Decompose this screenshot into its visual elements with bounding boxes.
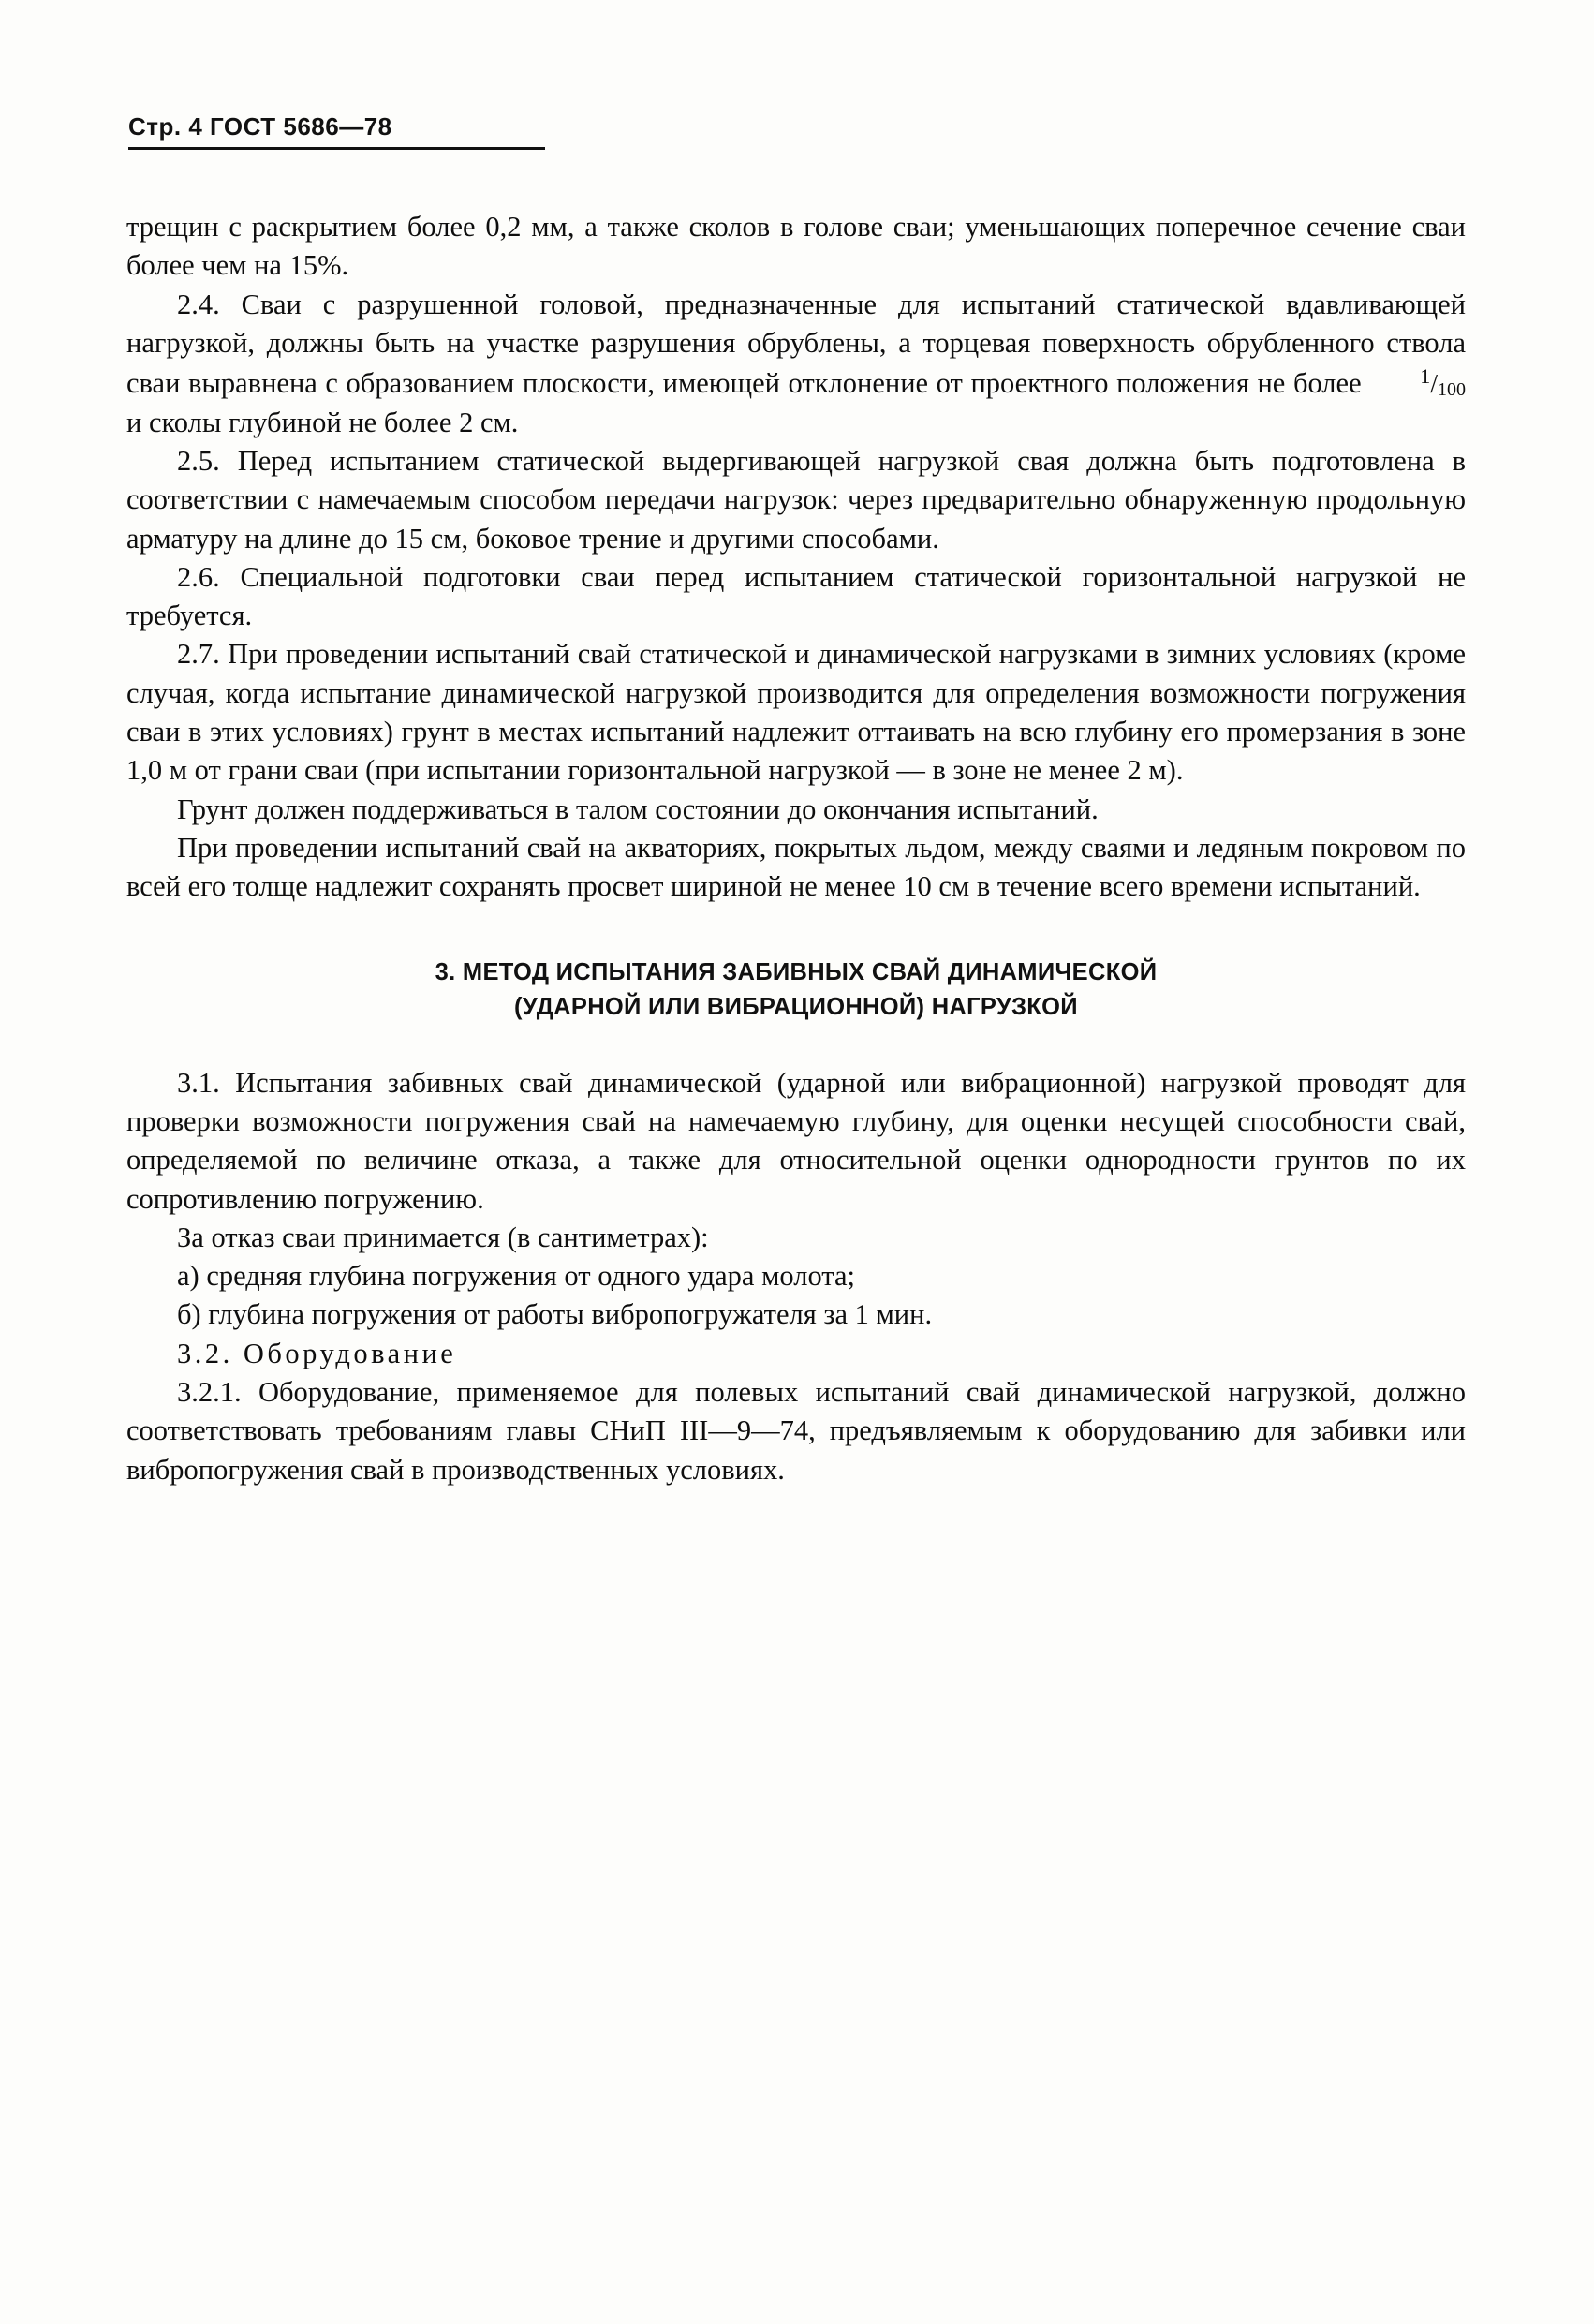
fraction-one-hundredth (1369, 363, 1466, 403)
page-header (128, 112, 545, 150)
paragraph-2-5: 2.5. Перед испытанием статической выдергивающей нагрузкой свая должна быть подготовлена в соответствии с намечаемым способом передачи нагрузок: через предварительно обнаруженную продольную арматуру на длине до 15 см, боковое трение и другими способами. (126, 444, 1466, 555)
paragraph-2-7: 2.7. При проведении испытаний свай статической и динамической нагрузками в зимних условиях (кроме случая, когда испытание динамической нагрузкой производится для определения возможности погружения сваи в этих условиях) грунт в местах испытаний надлежит оттаивать на всю глубину его промерзания в зоне 1,0 м от грани сваи (при испытании горизонтальной нагрузкой — в зоне не менее 2 м). (126, 638, 1466, 787)
fraction-slash: / (1430, 370, 1438, 400)
fraction-numerator: 1 (1420, 364, 1431, 389)
section-heading-line-1: 3. МЕТОД ИСПЫТАНИЯ ЗАБИВНЫХ СВАЙ ДИНАМИЧЕСКОЙ (435, 958, 1158, 985)
paragraph-2-6: 2.6. Специальной подготовки сваи перед испытанием статической горизонтальной нагрузкой не требуется. (126, 560, 1466, 632)
paragraph-continuation: трещин с раскрытием более 0,2 мм, а также сколов в голове сваи; уменьшающих поперечное сечение сваи более чем на 15%. (126, 211, 1466, 282)
body-text (126, 208, 1466, 1489)
paragraph-3-1: 3.1. Испытания забивных свай динамической (ударной или вибрационной) нагрузкой проводят для проверки возможности погружения свай на намечаемую глубину, для оценки несущей способности свай, определяемой по величине отказа, а также для относительной оценки однородности грунтов по их сопротивлению погружению. (126, 1066, 1466, 1215)
paragraph-water-areas: При проведении испытаний свай на акваториях, покрытых льдом, между сваями и ледяным покровом по всей его толще надлежит сохранять просвет шириной не менее 10 см в течение всего времени испытаний. (126, 832, 1466, 903)
paragraph-refusal-item-a: а) средняя глубина погружения от одного удара молота; (177, 1260, 856, 1293)
paragraph-refusal-intro: За отказ сваи принимается (в сантиметрах): (177, 1221, 709, 1253)
section-heading-3 (126, 955, 1466, 1025)
paragraph-3-2-1: 3.2.1. Оборудование, применяемое для полевых испытаний свай динамической нагрузкой, должно соответствовать требованиям главы СНиП III—9—74, предъявляемым к оборудованию для забивки или вибропогружения свай в производственных условиях. (126, 1376, 1466, 1486)
paragraph-2-4 (126, 286, 1466, 442)
section-heading-line-2: (УДАРНОЙ ИЛИ ВИБРАЦИОННОЙ) НАГРУЗКОЙ (514, 993, 1078, 1020)
page-content (126, 112, 1466, 1489)
paragraph-2-4-part-b: и сколы глубиной не более 2 см. (126, 406, 519, 438)
paragraph-2-4-part-a: 2.4. Сваи с разрушенной головой, предназначенные для испытаний статической вдавливающей нагрузкой, должны быть на участке разрушения обрублены, а торцевая поверхность обрубленного ствола сваи выравнена с образованием плоскости, имеющей отклонение от проектного положения не более (126, 288, 1466, 400)
paragraph-ground-thawed: Грунт должен поддерживаться в талом состоянии до окончания испытаний. (177, 792, 1099, 825)
page-header-label: Стр. 4 ГОСТ 5686—78 (128, 112, 392, 141)
paragraph-refusal-item-b: б) глубина погружения от работы вибропогружателя за 1 мин. (177, 1298, 933, 1331)
paragraph-3-2-heading: 3.2. Оборудование (177, 1337, 457, 1369)
fraction-denominator: 100 (1438, 379, 1466, 401)
